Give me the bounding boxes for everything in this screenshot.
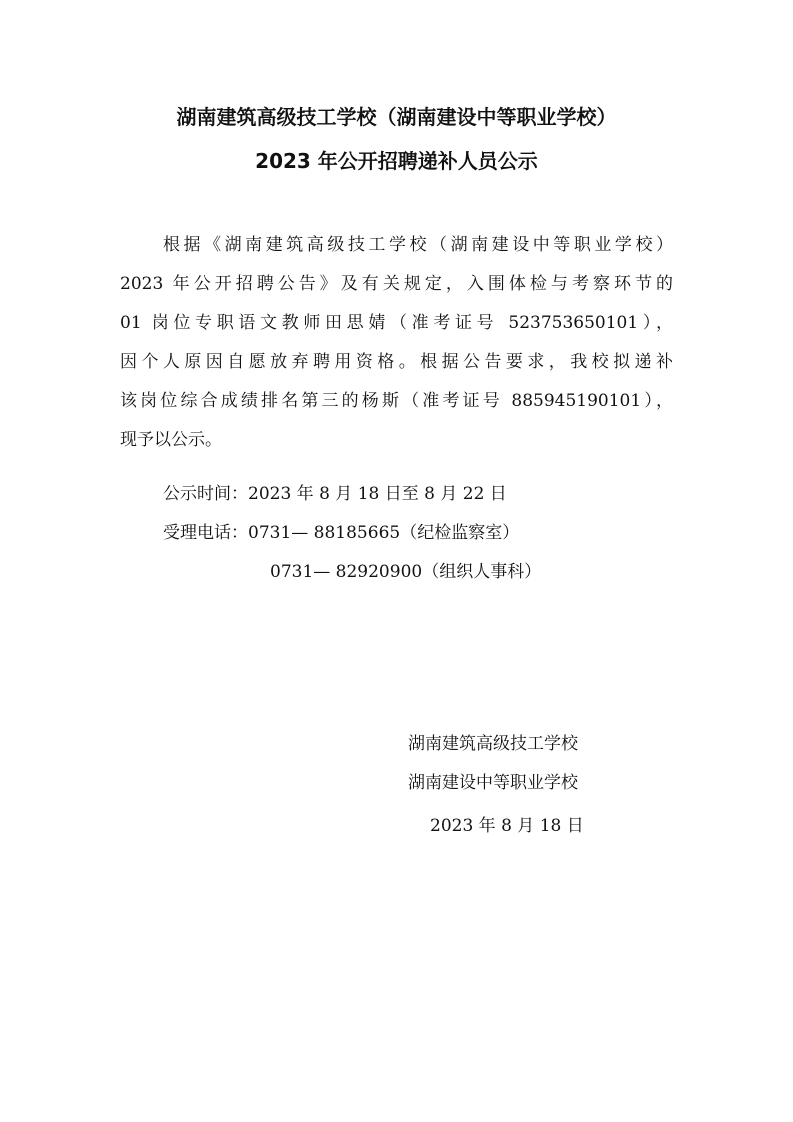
hotline-personnel-office: 0731— 82920900（组织人事科） (270, 562, 542, 582)
body-line: 2023 年公开招聘公告》及有关规定，入围体检与考察环节的 (120, 274, 673, 294)
hotline-discipline-office: 受理电话：0731— 88185665（纪检监察室） (163, 523, 520, 543)
body-line: 01 岗位专职语文教师田思婧（准考证号 523753650101）， (120, 313, 673, 333)
signature-org-1: 湖南建筑高级技工学校 (408, 734, 578, 754)
body-line: 该岗位综合成绩排名第三的杨斯（准考证号 885945190101）， (120, 391, 673, 411)
signature-org-2: 湖南建设中等职业学校 (408, 773, 578, 793)
body-line: 因个人原因自愿放弃聘用资格。根据公告要求，我校拟递补 (120, 352, 673, 372)
body-line: 现予以公示。 (120, 430, 222, 450)
title-announcement: 2023 年公开招聘递补人员公示 (255, 149, 538, 173)
body-line: 根据《湖南建筑高级技工学校（湖南建设中等职业学校） (163, 235, 673, 255)
publicity-time: 公示时间：2023 年 8 月 18 日至 8 月 22 日 (163, 484, 507, 504)
signature-date: 2023 年 8 月 18 日 (430, 816, 584, 836)
title-school-name: 湖南建筑高级技工学校（湖南建设中等职业学校） (176, 105, 617, 129)
